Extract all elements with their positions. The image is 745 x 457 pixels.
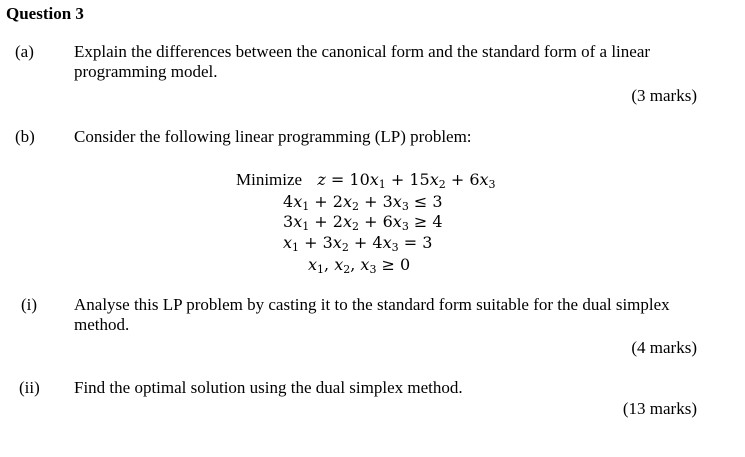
part-a-text bbox=[74, 42, 704, 82]
part-ii-marks: (13 marks) bbox=[622, 399, 697, 418]
part-i-text bbox=[74, 295, 704, 335]
part-a-line2: programming model. bbox=[74, 62, 218, 81]
part-ii-text: Find the optimal solution using the dual simplex method. bbox=[74, 378, 463, 397]
objective-row: Minimize $z = 10x_1 + 15x_2 + 6x_3$ bbox=[236, 170, 496, 191]
part-i-label: (i) bbox=[21, 295, 38, 314]
part-i-line2: method. bbox=[74, 315, 130, 334]
constraint-3: $x_1 + 3x_2 + 4x_3 = 3$ bbox=[283, 233, 433, 254]
constraint-1: $4x_1 + 2x_2 + 3x_3 \le 3$ bbox=[283, 192, 443, 213]
part-i-line1: Analyse this LP problem by casting it to the standard form suitable for the dual simplex bbox=[74, 295, 670, 314]
part-a-label: (a) bbox=[15, 42, 34, 61]
part-ii-label: (ii) bbox=[19, 378, 40, 397]
constraint-2: $3x_1 + 2x_2 + 6x_3 \ge 4$ bbox=[283, 212, 443, 233]
nonnegativity-constraint: $x_1$, $x_2$, $x_3 \ge 0$ bbox=[308, 255, 411, 276]
part-b-label: (b) bbox=[15, 127, 35, 146]
part-a-line1: Explain the differences between the canonical form and the standard form of a linear bbox=[74, 42, 651, 61]
part-a-marks: (3 marks) bbox=[631, 86, 697, 105]
part-i-marks: (4 marks) bbox=[631, 338, 697, 357]
part-b-intro: Consider the following linear programming (LP) problem: bbox=[74, 127, 472, 146]
question-title: Question 3 bbox=[6, 4, 84, 23]
objective-label: Minimize bbox=[236, 170, 303, 189]
